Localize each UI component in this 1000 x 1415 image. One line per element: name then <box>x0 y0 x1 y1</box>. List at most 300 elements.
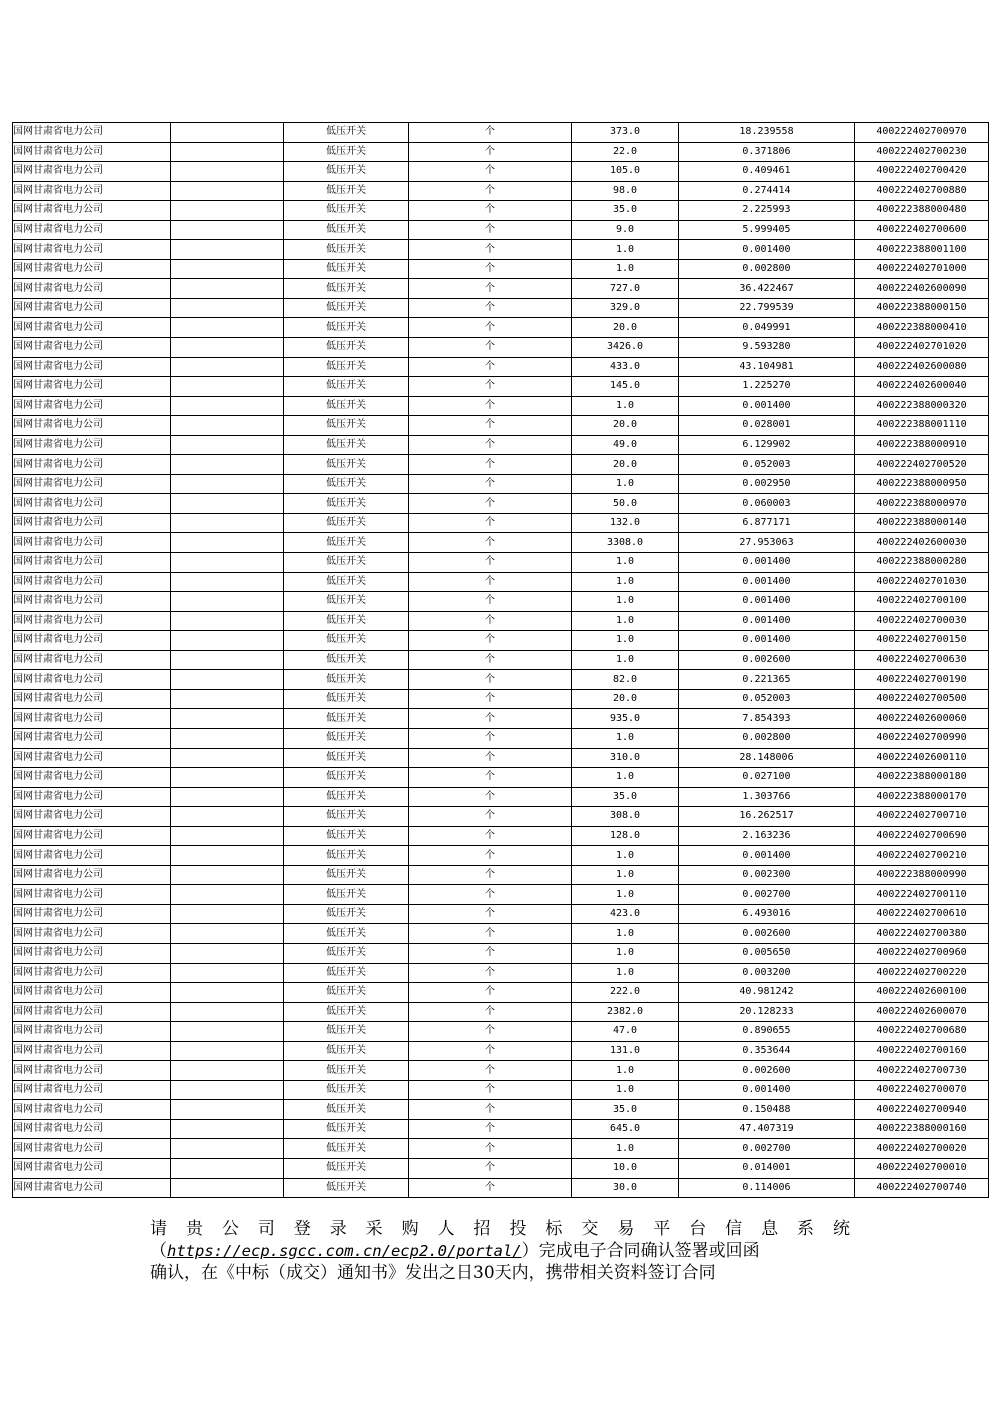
company-cell: 国网甘肃省电力公司 <box>13 1061 171 1081</box>
table-row <box>13 318 989 338</box>
item-name-cell: 低压开关 <box>284 1002 409 1022</box>
unit-cell: 个 <box>409 220 572 240</box>
blank-cell <box>171 1100 284 1120</box>
blank-cell <box>171 318 284 338</box>
table-row <box>13 728 989 748</box>
item-name-cell: 低压开关 <box>284 162 409 182</box>
item-name-cell: 低压开关 <box>284 259 409 279</box>
table-row <box>13 572 989 592</box>
amount-cell: 0.002950 <box>679 474 855 494</box>
item-name-cell: 低压开关 <box>284 983 409 1003</box>
item-name-cell: 低压开关 <box>284 318 409 338</box>
item-name-cell: 低压开关 <box>284 201 409 221</box>
amount-cell: 7.854393 <box>679 709 855 729</box>
quantity-cell: 1.0 <box>572 728 679 748</box>
amount-cell: 0.002600 <box>679 924 855 944</box>
company-cell: 国网甘肃省电力公司 <box>13 279 171 299</box>
item-code-cell: 400222402700100 <box>855 592 989 612</box>
table-row <box>13 455 989 475</box>
company-cell: 国网甘肃省电力公司 <box>13 1022 171 1042</box>
item-name-cell: 低压开关 <box>284 533 409 553</box>
amount-cell: 1.303766 <box>679 787 855 807</box>
item-code-cell: 400222388000950 <box>855 474 989 494</box>
item-name-cell: 低压开关 <box>284 728 409 748</box>
table-row <box>13 1158 989 1178</box>
table-row <box>13 904 989 924</box>
table-row <box>13 650 989 670</box>
item-name-cell: 低压开关 <box>284 709 409 729</box>
blank-cell <box>171 1002 284 1022</box>
quantity-cell: 47.0 <box>572 1022 679 1042</box>
company-cell: 国网甘肃省电力公司 <box>13 338 171 358</box>
table-row <box>13 1178 989 1198</box>
blank-cell <box>171 787 284 807</box>
amount-cell: 0.002600 <box>679 650 855 670</box>
amount-cell: 0.001400 <box>679 592 855 612</box>
quantity-cell: 20.0 <box>572 416 679 436</box>
table-row <box>13 787 989 807</box>
table-row <box>13 1080 989 1100</box>
item-code-cell: 400222402700220 <box>855 963 989 983</box>
quantity-cell: 1.0 <box>572 943 679 963</box>
quantity-cell: 35.0 <box>572 201 679 221</box>
unit-cell: 个 <box>409 259 572 279</box>
amount-cell: 0.890655 <box>679 1022 855 1042</box>
unit-cell: 个 <box>409 826 572 846</box>
unit-cell: 个 <box>409 318 572 338</box>
table-row <box>13 357 989 377</box>
table-row <box>13 338 989 358</box>
amount-cell: 5.999405 <box>679 220 855 240</box>
company-cell: 国网甘肃省电力公司 <box>13 181 171 201</box>
unit-cell: 个 <box>409 1158 572 1178</box>
item-name-cell: 低压开关 <box>284 572 409 592</box>
quantity-cell: 373.0 <box>572 123 679 143</box>
unit-cell: 个 <box>409 416 572 436</box>
item-name-cell: 低压开关 <box>284 787 409 807</box>
company-cell: 国网甘肃省电力公司 <box>13 201 171 221</box>
item-code-cell: 400222402700010 <box>855 1158 989 1178</box>
table-row <box>13 240 989 260</box>
table-row <box>13 494 989 514</box>
quantity-cell: 727.0 <box>572 279 679 299</box>
quantity-cell: 1.0 <box>572 572 679 592</box>
item-name-cell: 低压开关 <box>284 689 409 709</box>
amount-cell: 0.060003 <box>679 494 855 514</box>
company-cell: 国网甘肃省电力公司 <box>13 826 171 846</box>
table-row <box>13 865 989 885</box>
item-name-cell: 低压开关 <box>284 435 409 455</box>
unit-cell: 个 <box>409 592 572 612</box>
item-code-cell: 400222388000410 <box>855 318 989 338</box>
notice-paren-open: （ <box>150 1241 167 1261</box>
unit-cell: 个 <box>409 513 572 533</box>
blank-cell <box>171 220 284 240</box>
item-code-cell: 400222388001110 <box>855 416 989 436</box>
item-code-cell: 400222402700070 <box>855 1080 989 1100</box>
unit-cell: 个 <box>409 377 572 397</box>
company-cell: 国网甘肃省电力公司 <box>13 592 171 612</box>
amount-cell: 0.002700 <box>679 1139 855 1159</box>
company-cell: 国网甘肃省电力公司 <box>13 416 171 436</box>
unit-cell: 个 <box>409 768 572 788</box>
amount-cell: 0.409461 <box>679 162 855 182</box>
item-name-cell: 低压开关 <box>284 1041 409 1061</box>
blank-cell <box>171 670 284 690</box>
blank-cell <box>171 279 284 299</box>
blank-cell <box>171 865 284 885</box>
blank-cell <box>171 924 284 944</box>
table-row <box>13 826 989 846</box>
unit-cell: 个 <box>409 787 572 807</box>
amount-cell: 0.005650 <box>679 943 855 963</box>
amount-cell: 0.114006 <box>679 1178 855 1198</box>
item-name-cell: 低压开关 <box>284 240 409 260</box>
blank-cell <box>171 689 284 709</box>
blank-cell <box>171 650 284 670</box>
amount-cell: 0.002700 <box>679 885 855 905</box>
unit-cell: 个 <box>409 748 572 768</box>
blank-cell <box>171 396 284 416</box>
item-name-cell: 低压开关 <box>284 611 409 631</box>
blank-cell <box>171 1080 284 1100</box>
item-name-cell: 低压开关 <box>284 416 409 436</box>
blank-cell <box>171 1061 284 1081</box>
amount-cell: 47.407319 <box>679 1119 855 1139</box>
item-name-cell: 低压开关 <box>284 377 409 397</box>
quantity-cell: 1.0 <box>572 924 679 944</box>
quantity-cell: 50.0 <box>572 494 679 514</box>
item-code-cell: 400222402600110 <box>855 748 989 768</box>
quantity-cell: 1.0 <box>572 865 679 885</box>
table-row <box>13 279 989 299</box>
blank-cell <box>171 533 284 553</box>
table-row <box>13 201 989 221</box>
blank-cell <box>171 1178 284 1198</box>
item-code-cell: 400222402700610 <box>855 904 989 924</box>
company-cell: 国网甘肃省电力公司 <box>13 1041 171 1061</box>
company-cell: 国网甘肃省电力公司 <box>13 1100 171 1120</box>
blank-cell <box>171 748 284 768</box>
quantity-cell: 20.0 <box>572 455 679 475</box>
item-name-cell: 低压开关 <box>284 826 409 846</box>
amount-cell: 9.593280 <box>679 338 855 358</box>
unit-cell: 个 <box>409 279 572 299</box>
company-cell: 国网甘肃省电力公司 <box>13 494 171 514</box>
amount-cell: 0.002800 <box>679 728 855 748</box>
table-row <box>13 298 989 318</box>
quantity-cell: 82.0 <box>572 670 679 690</box>
unit-cell: 个 <box>409 553 572 573</box>
table-row <box>13 748 989 768</box>
table-row <box>13 709 989 729</box>
table-row <box>13 631 989 651</box>
quantity-cell: 1.0 <box>572 611 679 631</box>
table-body <box>13 123 989 1198</box>
table-row <box>13 259 989 279</box>
company-cell: 国网甘肃省电力公司 <box>13 298 171 318</box>
table-row <box>13 1002 989 1022</box>
item-name-cell: 低压开关 <box>284 865 409 885</box>
unit-cell: 个 <box>409 904 572 924</box>
company-cell: 国网甘肃省电力公司 <box>13 963 171 983</box>
quantity-cell: 132.0 <box>572 513 679 533</box>
company-cell: 国网甘肃省电力公司 <box>13 357 171 377</box>
company-cell: 国网甘肃省电力公司 <box>13 807 171 827</box>
blank-cell <box>171 416 284 436</box>
unit-cell: 个 <box>409 631 572 651</box>
company-cell: 国网甘肃省电力公司 <box>13 983 171 1003</box>
item-name-cell: 低压开关 <box>284 631 409 651</box>
table-row <box>13 377 989 397</box>
company-cell: 国网甘肃省电力公司 <box>13 553 171 573</box>
item-code-cell: 400222402701020 <box>855 338 989 358</box>
item-name-cell: 低压开关 <box>284 1100 409 1120</box>
amount-cell: 28.148006 <box>679 748 855 768</box>
quantity-cell: 222.0 <box>572 983 679 1003</box>
item-code-cell: 400222402700110 <box>855 885 989 905</box>
company-cell: 国网甘肃省电力公司 <box>13 240 171 260</box>
amount-cell: 0.052003 <box>679 455 855 475</box>
company-cell: 国网甘肃省电力公司 <box>13 162 171 182</box>
item-code-cell: 400222402600060 <box>855 709 989 729</box>
unit-cell: 个 <box>409 201 572 221</box>
company-cell: 国网甘肃省电力公司 <box>13 650 171 670</box>
item-code-cell: 400222388001100 <box>855 240 989 260</box>
item-name-cell: 低压开关 <box>284 904 409 924</box>
unit-cell: 个 <box>409 807 572 827</box>
company-cell: 国网甘肃省电力公司 <box>13 709 171 729</box>
item-code-cell: 400222388000140 <box>855 513 989 533</box>
item-name-cell: 低压开关 <box>284 474 409 494</box>
company-cell: 国网甘肃省电力公司 <box>13 943 171 963</box>
amount-cell: 40.981242 <box>679 983 855 1003</box>
blank-cell <box>171 904 284 924</box>
item-name-cell: 低压开关 <box>284 592 409 612</box>
amount-cell: 0.371806 <box>679 142 855 162</box>
unit-cell: 个 <box>409 943 572 963</box>
table-row <box>13 416 989 436</box>
table-row <box>13 396 989 416</box>
amount-cell: 0.027100 <box>679 768 855 788</box>
item-name-cell: 低压开关 <box>284 846 409 866</box>
company-cell: 国网甘肃省电力公司 <box>13 768 171 788</box>
table-row <box>13 689 989 709</box>
blank-cell <box>171 1022 284 1042</box>
item-code-cell: 400222388000480 <box>855 201 989 221</box>
blank-cell <box>171 963 284 983</box>
company-cell: 国网甘肃省电力公司 <box>13 455 171 475</box>
quantity-cell: 3308.0 <box>572 533 679 553</box>
amount-cell: 0.014001 <box>679 1158 855 1178</box>
item-name-cell: 低压开关 <box>284 553 409 573</box>
quantity-cell: 1.0 <box>572 592 679 612</box>
amount-cell: 6.129902 <box>679 435 855 455</box>
company-cell: 国网甘肃省电力公司 <box>13 220 171 240</box>
company-cell: 国网甘肃省电力公司 <box>13 142 171 162</box>
unit-cell: 个 <box>409 474 572 494</box>
table-row <box>13 983 989 1003</box>
amount-cell: 22.799539 <box>679 298 855 318</box>
company-cell: 国网甘肃省电力公司 <box>13 123 171 143</box>
quantity-cell: 2382.0 <box>572 1002 679 1022</box>
company-cell: 国网甘肃省电力公司 <box>13 748 171 768</box>
blank-cell <box>171 181 284 201</box>
unit-cell: 个 <box>409 1119 572 1139</box>
blank-cell <box>171 162 284 182</box>
item-code-cell: 400222402700210 <box>855 846 989 866</box>
table-row <box>13 435 989 455</box>
unit-cell: 个 <box>409 1061 572 1081</box>
unit-cell: 个 <box>409 865 572 885</box>
unit-cell: 个 <box>409 1041 572 1061</box>
blank-cell <box>171 885 284 905</box>
unit-cell: 个 <box>409 924 572 944</box>
table-row <box>13 474 989 494</box>
company-cell: 国网甘肃省电力公司 <box>13 572 171 592</box>
unit-cell: 个 <box>409 572 572 592</box>
notice-line-2-rest: ）完成电子合同确认签署或回函 <box>521 1241 760 1261</box>
blank-cell <box>171 1119 284 1139</box>
item-name-cell: 低压开关 <box>284 768 409 788</box>
table-row <box>13 513 989 533</box>
item-name-cell: 低压开关 <box>284 357 409 377</box>
item-name-cell: 低压开关 <box>284 1178 409 1198</box>
blank-cell <box>171 298 284 318</box>
item-name-cell: 低压开关 <box>284 1022 409 1042</box>
item-code-cell: 400222402600030 <box>855 533 989 553</box>
item-name-cell: 低压开关 <box>284 338 409 358</box>
item-code-cell: 400222402700500 <box>855 689 989 709</box>
item-code-cell: 400222402700420 <box>855 162 989 182</box>
blank-cell <box>171 572 284 592</box>
unit-cell: 个 <box>409 650 572 670</box>
item-name-cell: 低压开关 <box>284 494 409 514</box>
amount-cell: 0.002300 <box>679 865 855 885</box>
quantity-cell: 145.0 <box>572 377 679 397</box>
amount-cell: 0.001400 <box>679 631 855 651</box>
blank-cell <box>171 435 284 455</box>
company-cell: 国网甘肃省电力公司 <box>13 689 171 709</box>
table-row <box>13 220 989 240</box>
item-code-cell: 400222402700990 <box>855 728 989 748</box>
item-code-cell: 400222402700730 <box>855 1061 989 1081</box>
portal-link[interactable]: https://ecp.sgcc.com.cn/ecp2.0/portal/ <box>167 1242 522 1260</box>
blank-cell <box>171 474 284 494</box>
item-code-cell: 400222388000280 <box>855 553 989 573</box>
table-row <box>13 1041 989 1061</box>
item-code-cell: 400222402600100 <box>855 983 989 1003</box>
item-name-cell: 低压开关 <box>284 123 409 143</box>
quantity-cell: 20.0 <box>572 318 679 338</box>
unit-cell: 个 <box>409 885 572 905</box>
quantity-cell: 20.0 <box>572 689 679 709</box>
unit-cell: 个 <box>409 709 572 729</box>
item-code-cell: 400222402700680 <box>855 1022 989 1042</box>
item-code-cell: 400222402600080 <box>855 357 989 377</box>
quantity-cell: 35.0 <box>572 1100 679 1120</box>
amount-cell: 43.104981 <box>679 357 855 377</box>
blank-cell <box>171 123 284 143</box>
blank-cell <box>171 455 284 475</box>
blank-cell <box>171 709 284 729</box>
quantity-cell: 1.0 <box>572 1061 679 1081</box>
company-cell: 国网甘肃省电力公司 <box>13 1080 171 1100</box>
quantity-cell: 1.0 <box>572 631 679 651</box>
item-code-cell: 400222402700710 <box>855 807 989 827</box>
contract-items-table <box>12 122 989 1198</box>
quantity-cell: 1.0 <box>572 259 679 279</box>
table-row <box>13 963 989 983</box>
quantity-cell: 1.0 <box>572 1080 679 1100</box>
item-name-cell: 低压开关 <box>284 142 409 162</box>
amount-cell: 0.353644 <box>679 1041 855 1061</box>
unit-cell: 个 <box>409 298 572 318</box>
table-row <box>13 533 989 553</box>
unit-cell: 个 <box>409 435 572 455</box>
company-cell: 国网甘肃省电力公司 <box>13 1119 171 1139</box>
quantity-cell: 423.0 <box>572 904 679 924</box>
blank-cell <box>171 983 284 1003</box>
item-name-cell: 低压开关 <box>284 807 409 827</box>
table-row <box>13 181 989 201</box>
quantity-cell: 49.0 <box>572 435 679 455</box>
item-name-cell: 低压开关 <box>284 885 409 905</box>
company-cell: 国网甘肃省电力公司 <box>13 728 171 748</box>
amount-cell: 1.225270 <box>679 377 855 397</box>
item-code-cell: 400222402701000 <box>855 259 989 279</box>
item-name-cell: 低压开关 <box>284 220 409 240</box>
amount-cell: 20.128233 <box>679 1002 855 1022</box>
unit-cell: 个 <box>409 181 572 201</box>
amount-cell: 0.274414 <box>679 181 855 201</box>
blank-cell <box>171 513 284 533</box>
item-code-cell: 400222402700740 <box>855 1178 989 1198</box>
blank-cell <box>171 494 284 514</box>
amount-cell: 0.150488 <box>679 1100 855 1120</box>
table-row <box>13 1119 989 1139</box>
table-row <box>13 142 989 162</box>
unit-cell: 个 <box>409 983 572 1003</box>
item-name-cell: 低压开关 <box>284 924 409 944</box>
unit-cell: 个 <box>409 533 572 553</box>
unit-cell: 个 <box>409 455 572 475</box>
quantity-cell: 1.0 <box>572 1139 679 1159</box>
blank-cell <box>171 826 284 846</box>
item-code-cell: 400222402600070 <box>855 1002 989 1022</box>
unit-cell: 个 <box>409 1080 572 1100</box>
quantity-cell: 935.0 <box>572 709 679 729</box>
quantity-cell: 131.0 <box>572 1041 679 1061</box>
unit-cell: 个 <box>409 123 572 143</box>
item-name-cell: 低压开关 <box>284 748 409 768</box>
item-code-cell: 400222402700630 <box>855 650 989 670</box>
unit-cell: 个 <box>409 494 572 514</box>
quantity-cell: 1.0 <box>572 396 679 416</box>
unit-cell: 个 <box>409 963 572 983</box>
item-name-cell: 低压开关 <box>284 298 409 318</box>
quantity-cell: 310.0 <box>572 748 679 768</box>
company-cell: 国网甘肃省电力公司 <box>13 474 171 494</box>
unit-cell: 个 <box>409 1100 572 1120</box>
quantity-cell: 1.0 <box>572 474 679 494</box>
item-name-cell: 低压开关 <box>284 1158 409 1178</box>
item-code-cell: 400222388000150 <box>855 298 989 318</box>
unit-cell: 个 <box>409 846 572 866</box>
quantity-cell: 35.0 <box>572 787 679 807</box>
item-code-cell: 400222402700380 <box>855 924 989 944</box>
notice-line-2 <box>150 1240 850 1262</box>
